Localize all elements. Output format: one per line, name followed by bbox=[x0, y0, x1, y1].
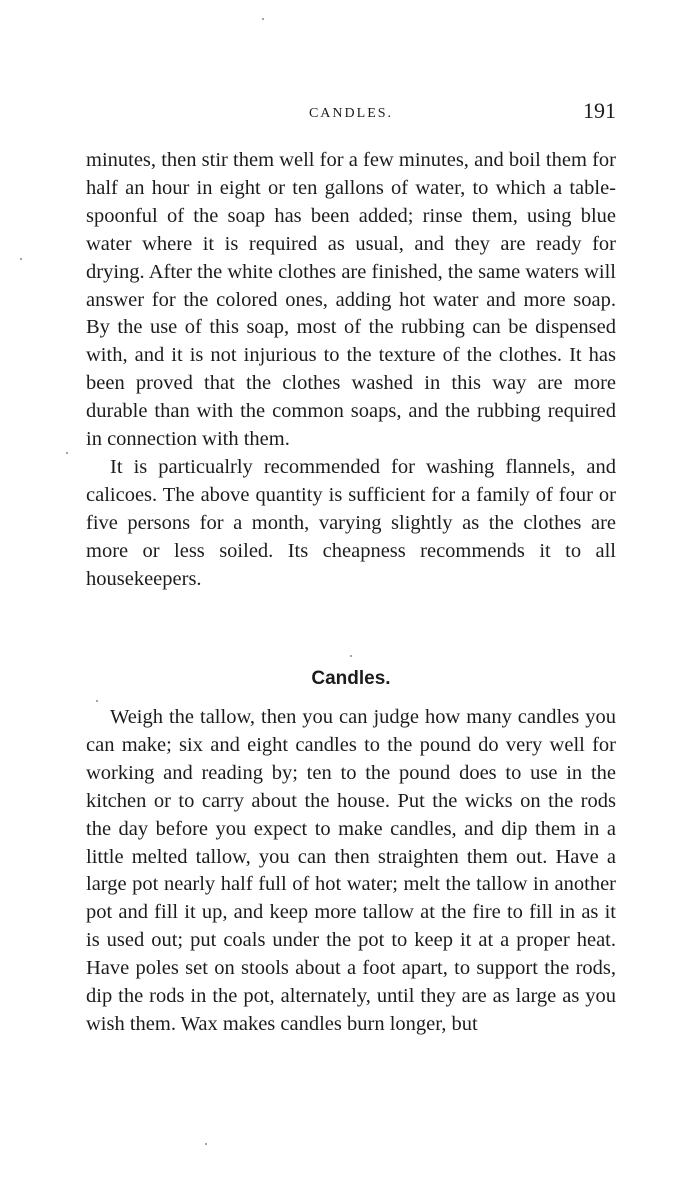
paper-speck bbox=[350, 655, 352, 657]
paper-speck bbox=[205, 1143, 207, 1145]
page-number: 191 bbox=[583, 98, 616, 123]
paper-speck bbox=[96, 700, 98, 702]
paragraph-recommendation: It is particualrly recommended for washing flannels, and calicoes. The above quantity is sufficient for a family of four or five persons for a month, varying slightly as the clothes are more or less soiled. Its cheapness recommends it to all housekeepers. bbox=[86, 455, 616, 590]
paragraph-candles: Weigh the tallow, then you can judge how many candles you can make; six and eight candles to the pound do very well for working and reading by; ten to the pound does to use in the kitchen or to carry about the house. Put the wicks on the rods the day before you expect to make candles, and dip them in a little melted tallow, you can then straighten them out. Have a large pot nearly half full of hot water; melt the tallow in another pot and fill it up, and keep more tallow at the fire to fill in as it is used out; put coals under the pot to keep it at a proper heat. Have poles set on stools about a foot apart, to support the rods, dip the rods in the pot, alternately, until they are as large as you wish them. Wax makes candles burn longer, but bbox=[86, 706, 616, 1035]
continued-text-block bbox=[86, 147, 616, 594]
paragraph-continued: minutes, then stir them well for a few minutes, and boil them for half an hour in eight or ten gallons of water, to which a table-spoonful of the soap has been added; rinse them, using blue water where it is required as usual, and they are ready for drying. After the white clothes are finished, the same waters will answer for the colored ones, adding hot water and more soap. By the use of this soap, most of the rubbing can be dispensed with, and it is not injurious to the texture of the clothes. It has been proved that the clothes washed in this way are more durable than with the common soaps, and the rubbing required in connection with them. bbox=[86, 149, 616, 451]
section-heading-candles: Candles. bbox=[311, 668, 391, 689]
candles-text-block bbox=[86, 704, 616, 1039]
paper-speck bbox=[66, 452, 68, 454]
paper-speck bbox=[20, 258, 22, 260]
running-header bbox=[86, 100, 616, 130]
running-title: CANDLES. bbox=[308, 106, 394, 121]
paper-speck bbox=[262, 18, 264, 20]
